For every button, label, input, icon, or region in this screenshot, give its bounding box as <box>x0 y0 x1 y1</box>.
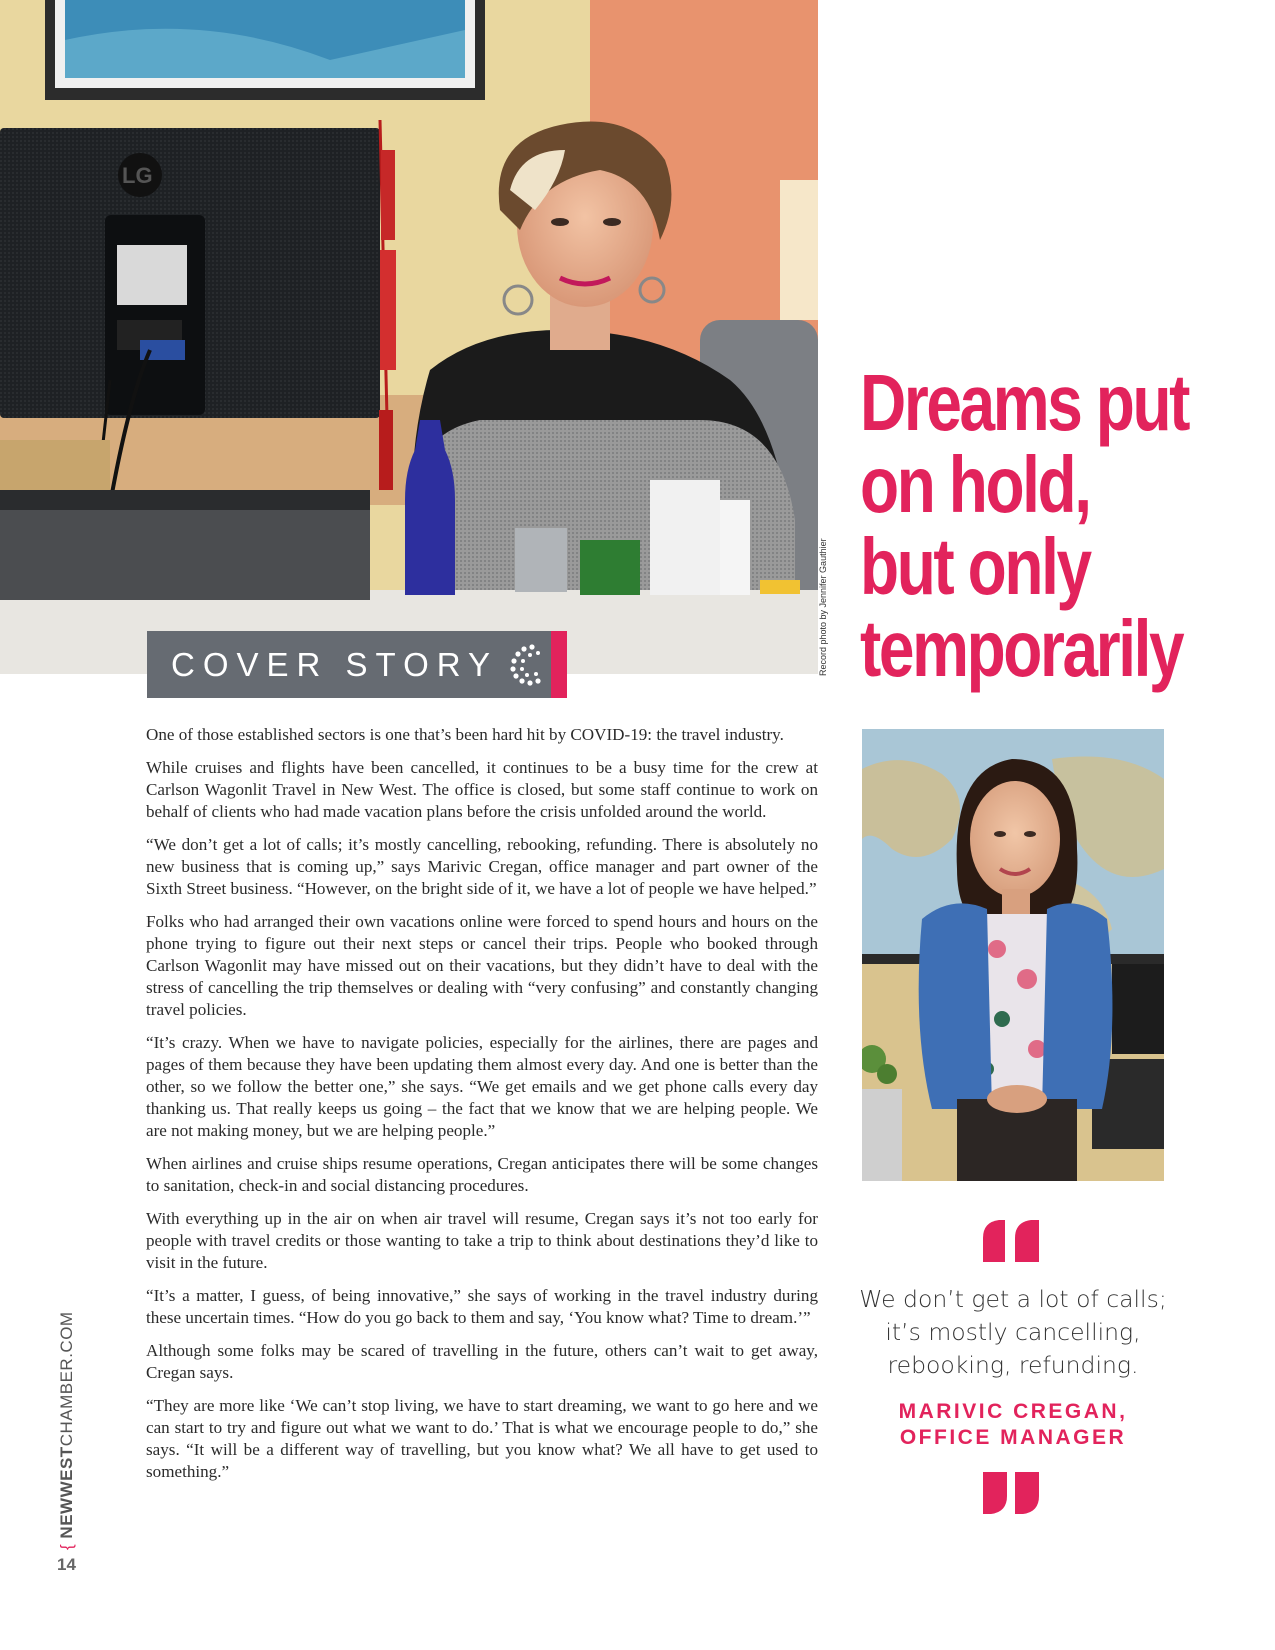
attribution-name: MARIVIC CREGAN, <box>898 1400 1128 1423</box>
headline <box>860 358 1189 693</box>
open-quote-icon <box>981 1220 1041 1262</box>
headline-line-1: Dreams put <box>860 358 1189 447</box>
article-paragraph: “We don’t get a lot of calls; it’s mostly cancelling, rebooking, refunding. There is absolutely no new business that is coming up,” says Marivic Cregan, office manager and part owner of the Sixth Street business. “However, on the bright side of it, we have a lot of people we have helped.” <box>146 835 818 898</box>
badge-label: COVER STORY <box>171 645 499 683</box>
page-number: 14 <box>57 1555 76 1574</box>
attribution-title: OFFICE MANAGER <box>899 1426 1127 1449</box>
article-paragraph: Folks who had arranged their own vacations online were forced to spend hours and hours on the phone trying to figure out their next steps or cancel their trips. People who booked through Carlson Wagonlit may have missed out on their vacations, but they didn’t have to deal with the stress of cancelling the trip themselves or dealing with “very confusing” and constantly changing travel policies. <box>146 912 818 1019</box>
cover-story-badge <box>147 631 551 698</box>
svg-text:LG: LG <box>122 163 153 188</box>
article-paragraph: “It’s a matter, I guess, of being innovative,” she says of working in the travel industry during these uncertain times. “How do you go back to them and say, ‘You know what? Time to dream.’” <box>146 1286 818 1327</box>
headline-line-4: temporarily <box>860 604 1183 693</box>
portrait-illustration <box>862 729 1164 1181</box>
hero-photo <box>0 0 818 674</box>
headline-line-2: on hold, <box>860 440 1090 529</box>
photo-credit: Record photo by Jennifer Gauthier <box>818 538 828 676</box>
badge-accent-bar <box>551 631 567 698</box>
article-body <box>146 724 818 1494</box>
website-url[interactable] <box>57 1311 77 1550</box>
pull-quote-text: We don’t get a lot of calls; it’s mostly cancelling, rebooking, refunding. <box>859 1285 1167 1379</box>
article-paragraph: One of those established sectors is one that’s been hard hit by COVID-19: the travel industry. <box>146 725 784 744</box>
url-rest-part: CHAMBER.COM <box>57 1311 76 1447</box>
article-paragraph: “It’s crazy. When we have to navigate policies, especially for the airlines, there are pages and pages of them because they have been updating them almost every day. And one is better than the other, so we follow the better one,” she says. “We get emails and we get phone calls every day thanking us. That really keeps us going – the fact that we know that we are helping people. We are not making money, but we are helping people.” <box>146 1033 818 1140</box>
chamber-logo-icon <box>508 643 548 687</box>
article-paragraph: Although some folks may be scared of travelling in the future, others can’t wait to get away, Cregan says. <box>146 1341 818 1382</box>
headline-line-3: but only <box>860 522 1090 611</box>
article-paragraph: While cruises and flights have been cancelled, it continues to be a busy time for the crew at Carlson Wagonlit Travel in New West. The office is closed, but some staff continue to work on behalf of clients who had made vacation plans before the crisis unfolded around the world. <box>146 758 818 821</box>
close-quote-icon <box>981 1472 1041 1514</box>
pull-quote-attribution <box>850 1399 1176 1451</box>
portrait-photo <box>862 729 1164 1181</box>
url-brace: { <box>57 1543 76 1550</box>
article-paragraph: “They are more like ‘We can’t stop living, we have to start dreaming, we want to go here and we can start to try and figure out what we want to do.’ That is what we encourage people to do,” she says. “It will be a different way of travelling, but you know what? We all have to get used to something.” <box>146 1396 818 1481</box>
url-bold-part: NEWWEST <box>57 1446 76 1539</box>
hero-illustration <box>0 0 818 674</box>
article-paragraph: When airlines and cruise ships resume operations, Cregan anticipates there will be some changes to sanitation, check-in and social distancing procedures. <box>146 1154 818 1195</box>
article-paragraph: With everything up in the air on when air travel will resume, Cregan says it’s not too early for people with travel credits or those wanting to take a trip to think about destinations they’d like to visit in the future. <box>146 1209 818 1272</box>
